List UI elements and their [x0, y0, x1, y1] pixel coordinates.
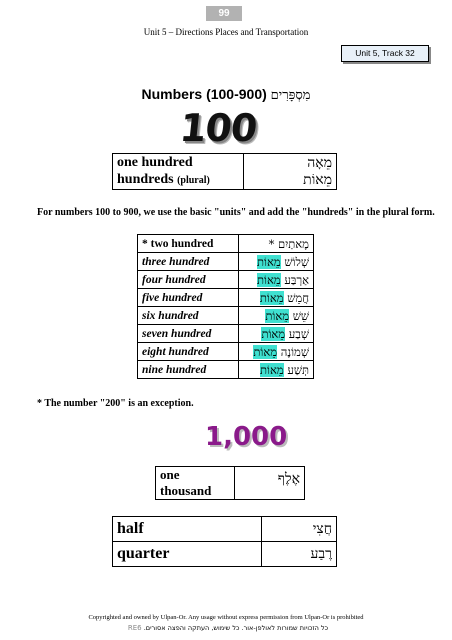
- vocab-en-text: hundreds: [117, 172, 174, 187]
- copyright-notice-he: [0, 624, 452, 632]
- number-en: * two hundred: [138, 235, 239, 253]
- number-he-hundreds: מֵאוֹת: [257, 254, 281, 269]
- number-he: [239, 253, 314, 271]
- number-he-hundreds: מֵאוֹת: [259, 290, 284, 305]
- number-he: [239, 307, 314, 325]
- number-he: [239, 325, 314, 343]
- number-he-unit: חֲמֵשׁ: [287, 290, 309, 305]
- number-en: nine hundred: [138, 361, 239, 379]
- section-title: [0, 86, 452, 103]
- hundred-vocab-box: [112, 153, 337, 190]
- number-he-hundreds: מֵאוֹת: [257, 272, 281, 287]
- number-he-unit: שְׁמוֹנֶה: [280, 344, 309, 359]
- number-he-unit: אַרְבַּע: [284, 272, 309, 287]
- vocab-row: [156, 467, 305, 500]
- number-he: [239, 289, 314, 307]
- vocab-row: [113, 154, 337, 190]
- number-he-hundreds: מָאתַיִם *: [268, 236, 309, 251]
- table-row: [138, 307, 314, 325]
- number-he-hundreds: מֵאוֹת: [261, 326, 286, 341]
- number-he: [239, 271, 314, 289]
- table-row: [138, 235, 314, 253]
- plural-note: (plural): [177, 175, 210, 186]
- copyright-notice: Copyrighted and owned by Ulpan-Or. Any usage without express permission from Ulpan-Or is prohibited: [88, 614, 364, 621]
- table-row: [138, 289, 314, 307]
- number-en: eight hundred: [138, 343, 239, 361]
- vocab-row: [113, 517, 337, 542]
- copyright-he-text: כל הזכויות שמורות לאולפן-אור. כל שימוש, העתקה והפצה אסורים.: [143, 624, 329, 632]
- hundreds-table: [137, 234, 314, 379]
- vocab-en: one thousand: [156, 467, 235, 500]
- table-row: [138, 361, 314, 379]
- fractions-box: [112, 516, 337, 567]
- audio-track-badge[interactable]: Unit 5, Track 32: [341, 45, 429, 62]
- grammar-note: For numbers 100 to 900, we use the basic "units" and add the "hundreds" in the plural form.: [37, 207, 435, 218]
- number-he-hundreds: מֵאוֹת: [265, 308, 290, 323]
- section-title-en: Numbers (100-900): [141, 86, 267, 102]
- vocab-he: רֶבַע: [262, 542, 337, 567]
- vocab-he: אֶלֶף: [235, 467, 305, 500]
- number-he-unit: שְׁבַע: [288, 326, 309, 341]
- vocab-en: [113, 154, 244, 190]
- page-code: RE6: [127, 624, 142, 632]
- table-row: [138, 271, 314, 289]
- vocab-he-text: מֵאוֹת: [303, 171, 332, 188]
- number-he: [239, 235, 314, 253]
- vocab-he: [244, 154, 337, 190]
- vocab-en: quarter: [113, 542, 262, 567]
- section-title-he: מִסְפָּרִים: [270, 88, 311, 103]
- vocab-en: half: [113, 517, 262, 542]
- vocab-en-text: one hundred: [117, 155, 193, 170]
- page-number: 99: [206, 6, 242, 21]
- number-he-unit: שְׁלוֹשׁ: [284, 254, 309, 269]
- number-he: [239, 343, 314, 361]
- number-en: four hundred: [138, 271, 239, 289]
- vocab-he: חֲצִי: [262, 517, 337, 542]
- number-en: five hundred: [138, 289, 239, 307]
- vocab-row: [113, 542, 337, 567]
- number-en: six hundred: [138, 307, 239, 325]
- number-he-unit: שֵׁשׁ: [292, 308, 309, 323]
- unit-header: Unit 5 – Directions Places and Transportation: [143, 27, 309, 37]
- big-1000-graphic: 1,000: [205, 422, 288, 452]
- table-row: [138, 343, 314, 361]
- exception-footnote: * The number "200" is an exception.: [37, 398, 194, 409]
- table-row: [138, 253, 314, 271]
- number-he: [239, 361, 314, 379]
- number-he-unit: תְּשַׁע: [287, 362, 309, 377]
- table-row: [138, 325, 314, 343]
- big-100-graphic: 100: [177, 106, 259, 150]
- number-en: seven hundred: [138, 325, 239, 343]
- number-en: three hundred: [138, 253, 239, 271]
- number-he-hundreds: מֵאוֹת: [253, 344, 278, 359]
- vocab-he-text: מֵאָה: [307, 154, 332, 171]
- thousand-vocab-box: [155, 466, 305, 500]
- number-he-hundreds: מֵאוֹת: [259, 362, 284, 377]
